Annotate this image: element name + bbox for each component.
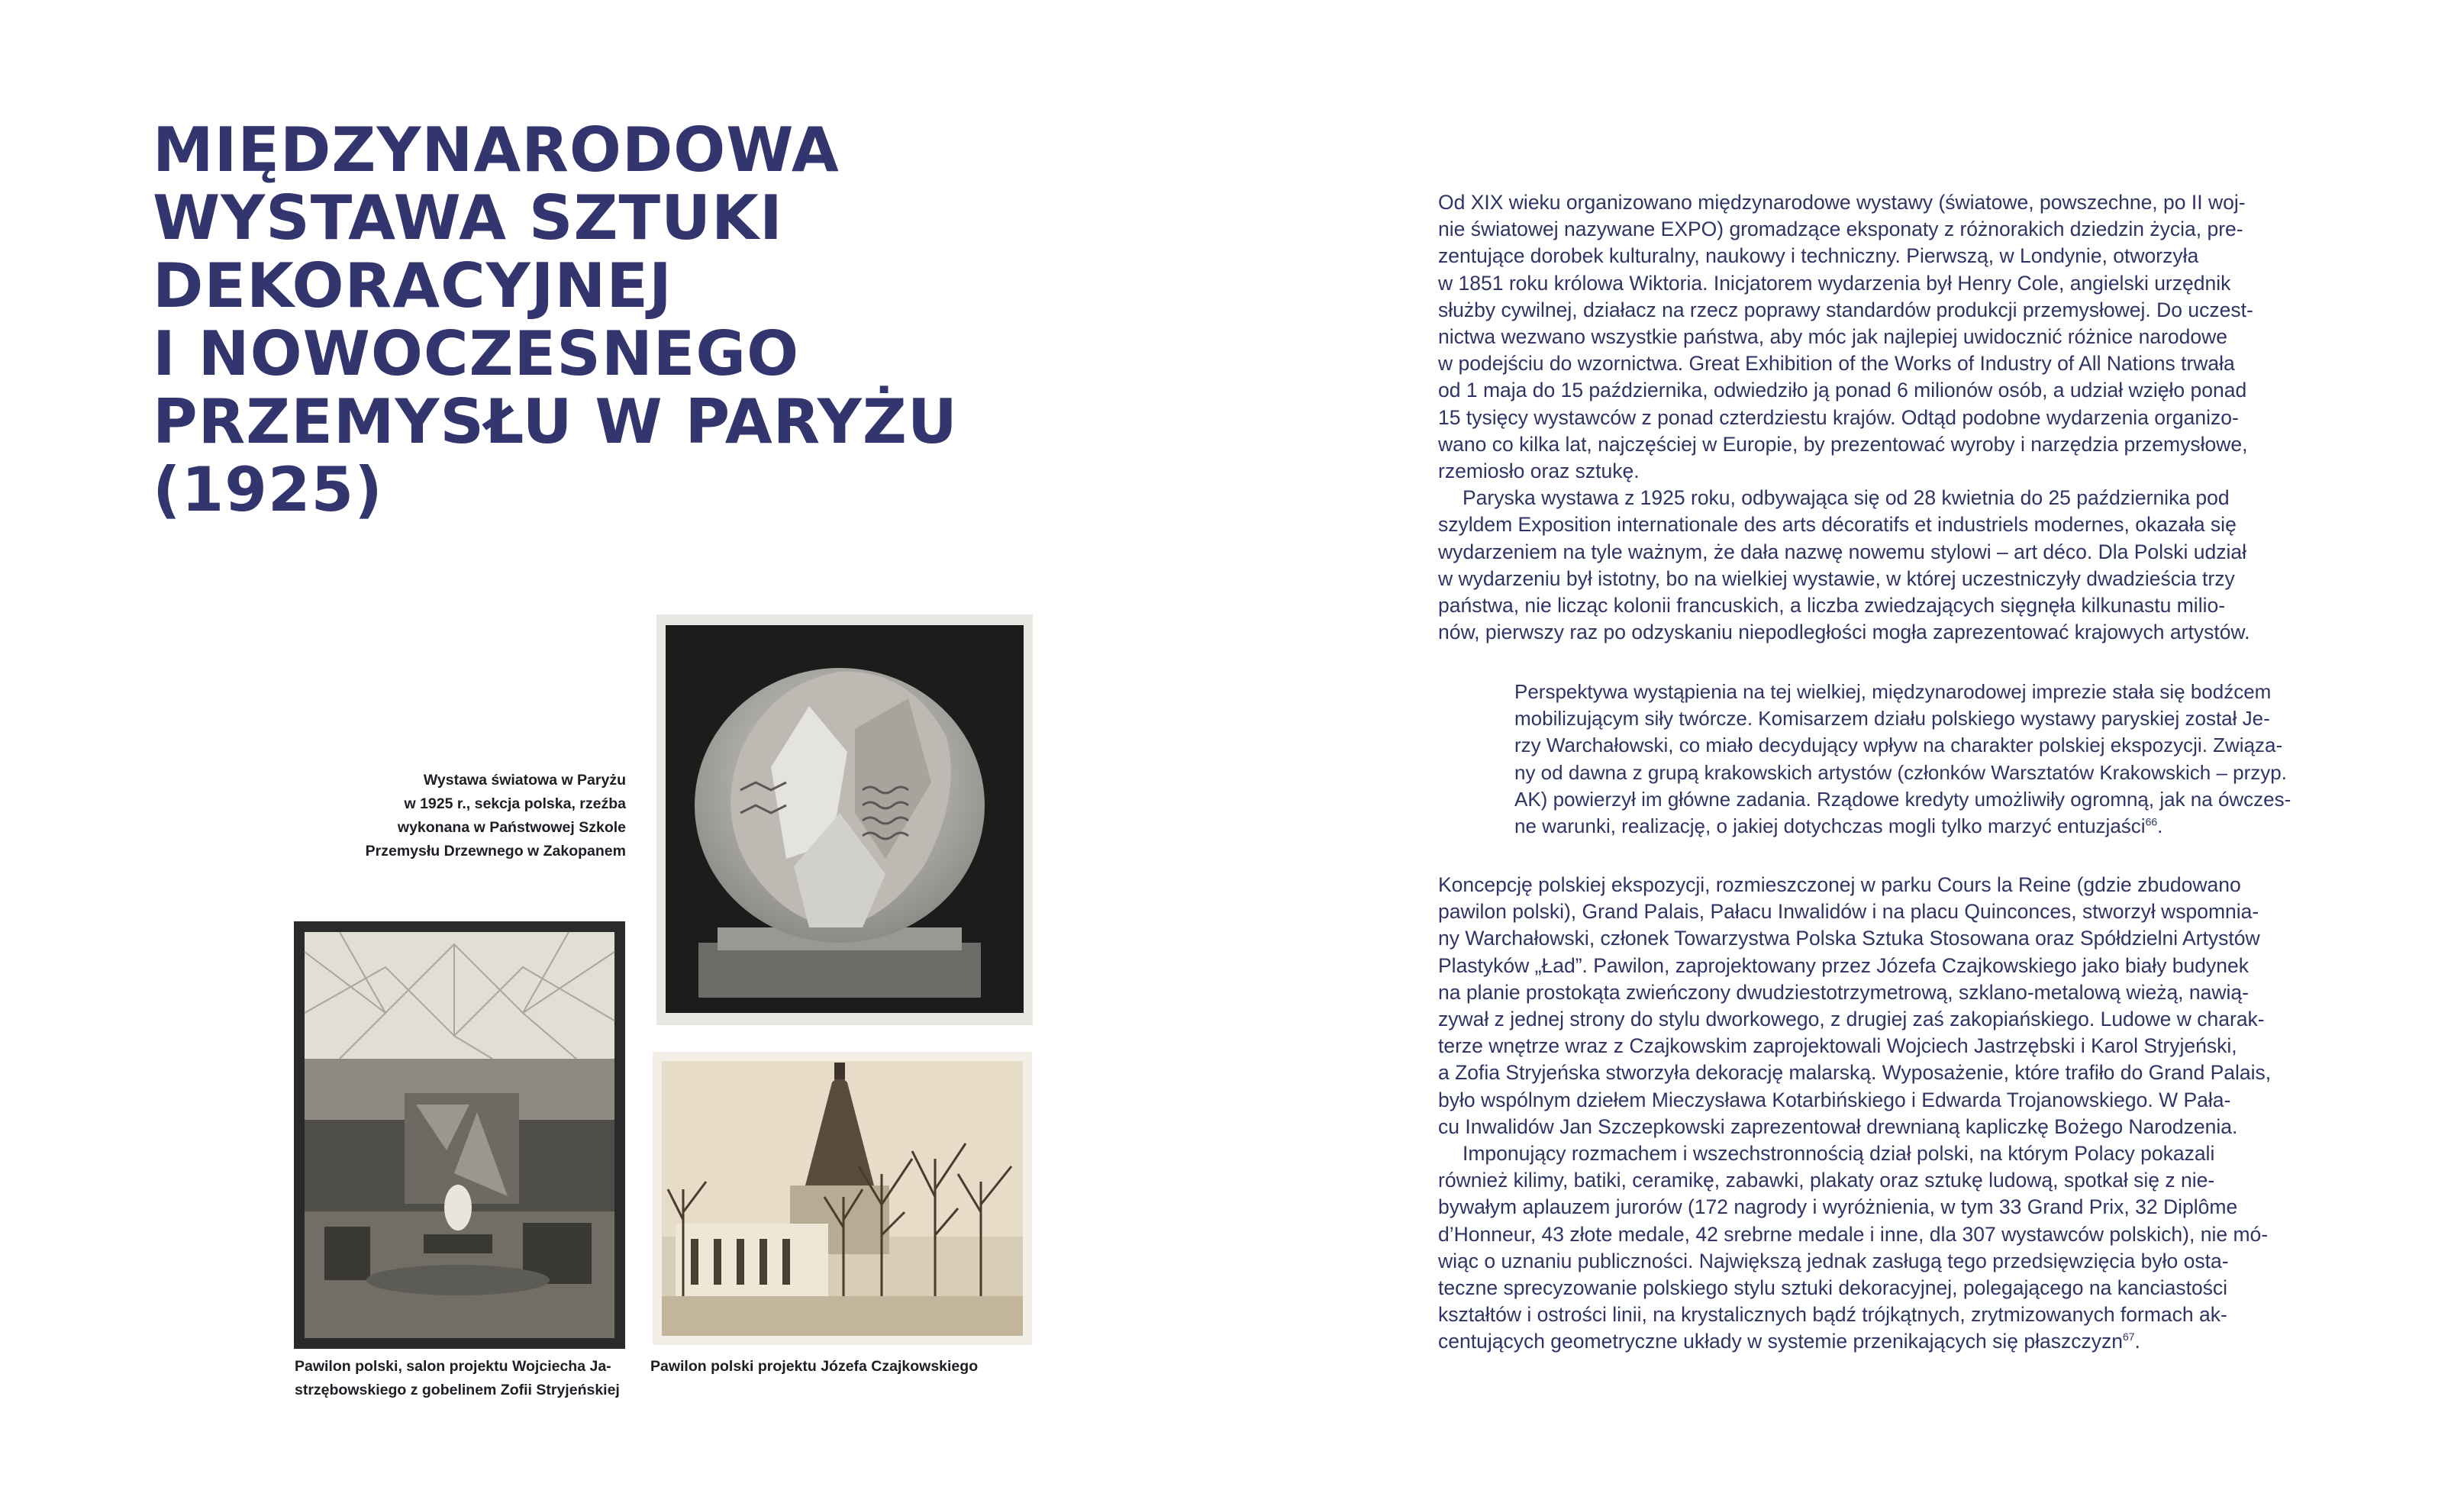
- text-line: w wydarzeniu był istotny, bo na wielkiej wystawie, w której uczestniczyły dwadzieścia trzy: [1438, 566, 2235, 590]
- text-line: Plastyków „Ład”. Pawilon, zaprojektowany przez Józefa Czajkowskiego jako biały budynek: [1438, 953, 2249, 977]
- text-line-last: [1438, 1328, 2324, 1355]
- text-line: zywał z jednej strony do stylu dworkowego, z drugiej zaś zakopiańskiego. Ludowe w charak-: [1438, 1008, 2265, 1031]
- paragraph-3: [1438, 872, 2324, 1140]
- text-line: było wspólnym dziełem Mieczysława Kotarbińskiego i Edwarda Trojanowskiego. W Pała-: [1438, 1088, 2231, 1111]
- text-line: od 1 maja do 15 października, odwiedziło ją ponad 6 milionów osób, a udział wzięło ponad: [1438, 379, 2247, 402]
- text-fragment: centujących geometryczne układy w systemie przenikających się płaszczyzn: [1438, 1330, 2123, 1353]
- text-line: terze wnętrze wraz z Czajkowskim zaprojektowali Wojciech Jastrzębski i Karol Stryjeński,: [1438, 1034, 2237, 1058]
- photo-sculpture: [656, 614, 1033, 1025]
- pavilion-image: [653, 1052, 1032, 1345]
- text-line: na planie prostokąta zwieńczony dwudziestotrzymetrową, szklano-metalową wieżą, nawią-: [1438, 980, 2249, 1004]
- text-line: d’Honneur, 43 złote medale, 42 srebrne medale i inne, dla 307 wystawców polskich), nie mó-: [1438, 1222, 2269, 1246]
- caption-line: Pawilon polski, salon projektu Wojciecha Ja-: [295, 1358, 611, 1375]
- text-line: pawilon polski), Grand Palais, Pałacu Inwalidów i na placu Quinconces, stworzył wspomnia-: [1438, 900, 2259, 924]
- caption-pavilion: [650, 1355, 1108, 1379]
- text-line: 15 tysięcy wystawców z ponad czterdziestu krajów. Odtąd podobne wydarzenia organizo-: [1438, 405, 2239, 429]
- text-line: wano co kilka lat, najczęściej w Europie, by prezentować wyroby i narzędzia przemysłowe,: [1438, 432, 2248, 456]
- page-title: [153, 116, 1030, 524]
- text-line: nie światowej nazywane EXPO) gromadzące eksponaty z różnorakich dziedzin życia, pre-: [1438, 218, 2243, 241]
- text-line: ny od dawna z grupą krakowskich artystów (członków Warsztatów Krakowskich – przyp.: [1514, 760, 2287, 784]
- paragraph-1: [1438, 189, 2324, 485]
- text-line: w 1851 roku królowa Wiktoria. Inicjatorem wydarzenia był Henry Cole, angielski urzędnik: [1438, 271, 2231, 295]
- title-line: PRZEMYSŁU W PARYŻU: [153, 386, 958, 457]
- text-line: kształtów i ostrości linii, na krystalicznych bądź trójkątnych, zrytmizowanych formach ak-: [1438, 1303, 2227, 1327]
- block-quote: [1514, 679, 2324, 840]
- title-line: WYSTAWA SZTUKI: [153, 182, 783, 253]
- caption-line: Pawilon polski projektu Józefa Czajkowskiego: [650, 1358, 979, 1375]
- body-text-main: [1438, 872, 2324, 1356]
- footnote-marker: 67: [2122, 1330, 2135, 1343]
- text-line: teczne sprecyzowanie polskiego stylu sztuki dekoracyjnej, polegającego na kanciastości: [1438, 1276, 2228, 1300]
- text-fragment: .: [2157, 814, 2163, 838]
- title-line: I NOWOCZESNEGO: [153, 318, 800, 389]
- text-fragment: .: [2134, 1330, 2140, 1353]
- text-line: Perspektywa wystąpienia na tej wielkiej, międzynarodowej imprezie stała się bodźcem: [1514, 680, 2272, 703]
- text-line: rzy Warchałowski, co miało decydujący wpływ na charakter polskiej ekspozycji. Związa-: [1514, 734, 2283, 757]
- caption-line: Wystawa światowa w Paryżu: [423, 772, 626, 789]
- photo-salon: [294, 921, 625, 1349]
- text-line: AK) powierzył im główne zadania. Rządowe kredyty umożliwiły ogromną, jak na ówczes-: [1514, 787, 2291, 811]
- caption-salon: [295, 1355, 638, 1402]
- title-line: (1925): [153, 454, 383, 525]
- paragraph-4: [1438, 1140, 2324, 1356]
- text-line: Koncepcję polskiej ekspozycji, rozmieszczonej w parku Cours la Reine (gdzie zbudowano: [1438, 873, 2241, 896]
- text-line: szyldem Exposition internationale des arts décoratifs et industriels modernes, okazała się: [1438, 513, 2237, 537]
- caption-line: wykonana w Państwowej Szkole: [397, 819, 626, 836]
- text-line: a Zofia Stryjeńska stworzyła dekorację malarską. Wyposażenie, które trafiło do Grand Palais,: [1438, 1061, 2272, 1085]
- caption-sculpture: [328, 769, 626, 863]
- text-line: mobilizującym siły twórcze. Komisarzem działu polskiego wystawy paryskiej został Je-: [1514, 707, 2270, 731]
- text-fragment: ne warunki, realizację, o jakiej dotychczas mogli tylko marzyć entuzjaści: [1514, 814, 2146, 838]
- text-line: zentujące dorobek kulturalny, naukowy i techniczny. Pierwszą, w Londynie, otworzyła: [1438, 244, 2199, 268]
- text-line: rzemiosło oraz sztukę.: [1438, 460, 1640, 483]
- sculpture-image: [656, 614, 1033, 1025]
- title-line: MIĘDZYNARODOWA: [153, 114, 840, 185]
- body-text-intro: [1438, 189, 2324, 646]
- text-line: nictwa wezwano wszystkie państwa, aby móc jak najlepiej uwidocznić różnice narodowe: [1438, 325, 2227, 349]
- text-line: wydarzeniem na tyle ważnym, że dała nazwę nowemu stylowi – art déco. Dla Polski udział: [1438, 540, 2247, 563]
- text-line: ny Warchałowski, członek Towarzystwa Polska Sztuka Stosowana oraz Spółdzielni Artystów: [1438, 927, 2260, 950]
- caption-line: w 1925 r., sekcja polska, rzeźba: [404, 795, 626, 812]
- text-line: cu Inwalidów Jan Szczepkowski zaprezentował drewnianą kapliczkę Bożego Narodzenia.: [1438, 1114, 2238, 1138]
- text-line: bywałym aplauzem jurorów (172 nagrody i wyróżnienia, w tym 33 Grand Prix, 32 Diplôme: [1438, 1195, 2238, 1219]
- text-line: Paryska wystawa z 1925 roku, odbywająca się od 28 kwietnia do 25 października pod: [1463, 486, 2230, 510]
- text-line: nów, pierwszy raz po odzyskaniu niepodległości mogła zaprezentować krajowych artystów.: [1438, 621, 2250, 644]
- text-line: wiąc o uznaniu publiczności. Największą jednak zasługą tego przedsięwzięcia było osta-: [1438, 1249, 2229, 1272]
- text-line-last: [1514, 813, 2324, 840]
- salon-image: [294, 921, 625, 1349]
- title-line: DEKORACYJNEJ: [153, 250, 672, 321]
- text-line: Imponujący rozmachem i wszechstronnością dział polski, na którym Polacy pokazali: [1463, 1142, 2215, 1166]
- paragraph-2: [1438, 485, 2324, 646]
- photo-pavilion: [653, 1052, 1032, 1345]
- text-line: państwa, nie licząc kolonii francuskich, a liczba zwiedzających sięgnęła kilkunastu milio-: [1438, 594, 2226, 618]
- caption-line: strzębowskiego z gobelinem Zofii Stryjeńskiej: [295, 1382, 620, 1398]
- footnote-marker: 66: [2145, 815, 2158, 828]
- text-line: Od XIX wieku organizowano międzynarodowe wystawy (światowe, powszechne, po II woj-: [1438, 191, 2246, 214]
- text-line: służby cywilnej, działacz na rzecz poprawy standardów produkcji przemysłowej. Do uczest-: [1438, 298, 2253, 321]
- text-line: w podejściu do wzornictwa. Great Exhibition of the Works of Industry of All Nations trwała: [1438, 352, 2235, 376]
- caption-line: Przemysłu Drzewnego w Zakopanem: [365, 843, 626, 860]
- text-line: również kilimy, batiki, ceramikę, zabawki, plakaty oraz sztukę ludową, spotkał się z nie-: [1438, 1169, 2215, 1192]
